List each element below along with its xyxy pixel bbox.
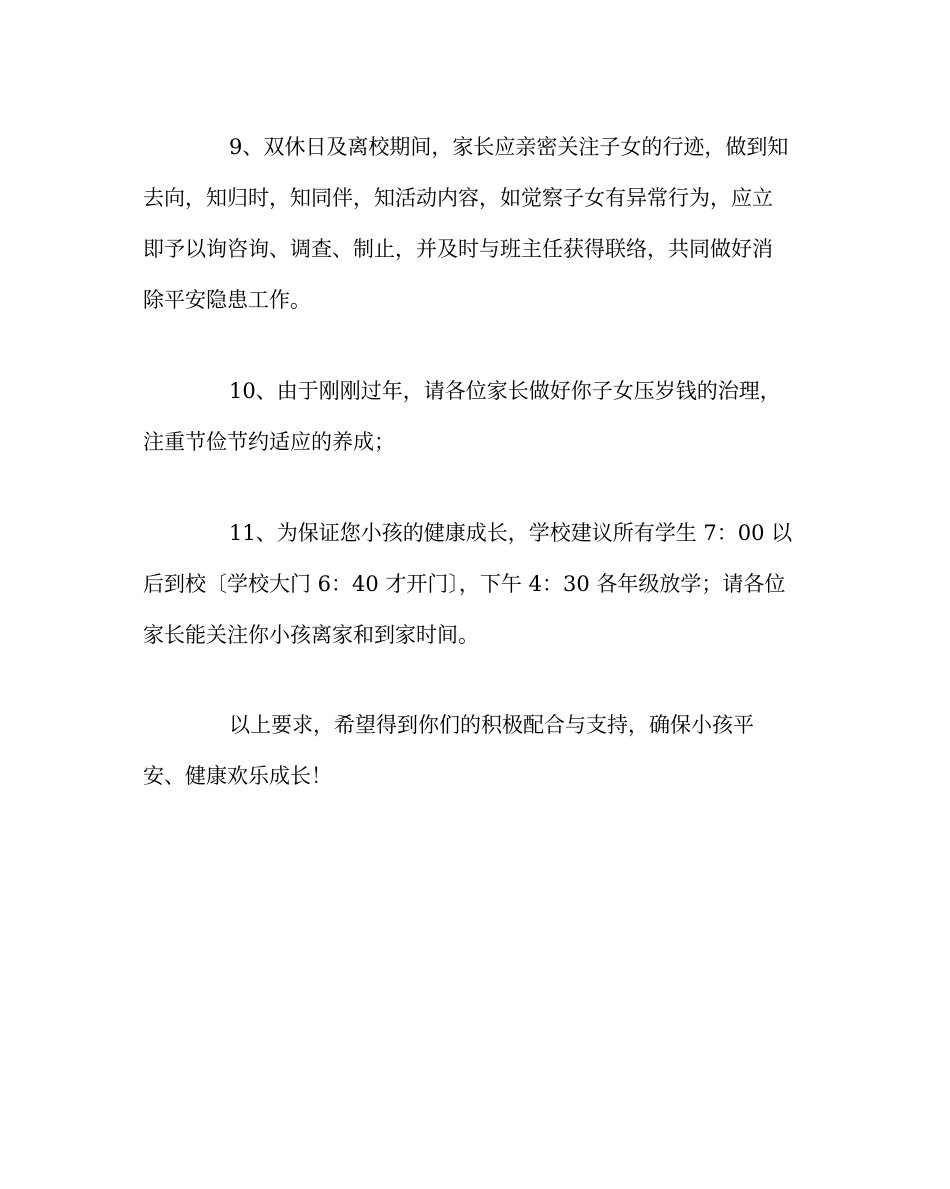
paragraph-line: 以上要求，希望得到你们的积极配合与支持，确保小孩平: [229, 713, 754, 737]
paragraph-line: 9、双休日及离校期间，家长应亲密关注子女的行迹，做到知: [229, 135, 789, 159]
paragraph-line: 后到校〔学校大门 6：40 才开门〕，下午 4：30 各年级放学；请各位: [143, 572, 786, 596]
paragraph-line: 注重节俭节约适应的养成；: [143, 430, 395, 454]
paragraph-line: 10、由于刚刚过年，请各位家长做好你子女压岁钱的治理，: [229, 379, 781, 403]
paragraph-line: 11、为保证您小孩的健康成长，学校建议所有学生 7：00 以: [229, 521, 793, 545]
paragraph-line: 即予以询咨询、调查、制止，并及时与班主任获得联络，共同做好消: [143, 237, 773, 261]
paragraph-item-11: [143, 508, 813, 661]
paragraph-line: 家长能关注你小孩离家和到家时间。: [143, 623, 479, 647]
paragraph-item-9: [143, 122, 813, 326]
paragraph-item-10: [143, 366, 813, 468]
paragraph-line: 安、健康欢乐成长！: [143, 764, 332, 788]
paragraph-line: 去向，知归时，知同伴，知活动内容，如觉察子女有异常行为，应立: [143, 186, 773, 210]
paragraph-closing: [143, 700, 813, 802]
paragraph-line: 除平安隐患工作。: [143, 288, 311, 312]
